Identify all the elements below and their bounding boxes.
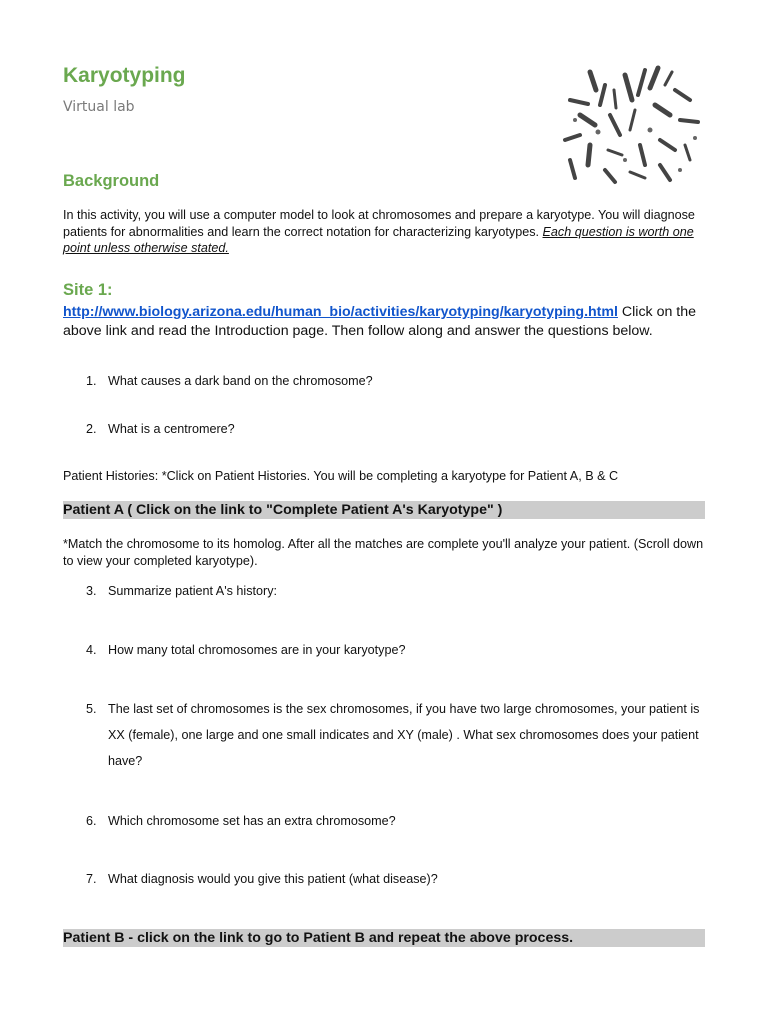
background-emphasis: Each question is worth one point unless otherwise stated. (63, 224, 694, 255)
document-subtitle: Virtual lab (63, 99, 135, 115)
question-6 (86, 808, 701, 834)
patient-a-heading: Patient A ( Click on the link to "Complete Patient A's Karyotype" ) (63, 501, 705, 519)
background-paragraph (63, 207, 713, 257)
site1-link[interactable]: http://www.biology.arizona.edu/human_bio/activities/karyotyping/karyotyping.html (63, 304, 618, 320)
patient-a-note: *Match the chromosome to its homolog. After all the matches are complete you'll analyze your patient. (Scroll down to view your completed karyotype). (63, 537, 704, 568)
question-number: 1. (86, 374, 97, 388)
site1-heading: Site 1: (63, 281, 113, 299)
question-number: 7. (86, 872, 97, 886)
question-2 (86, 416, 701, 442)
question-text: Which chromosome set has an extra chromosome? (108, 814, 396, 828)
question-3 (86, 578, 701, 604)
question-4 (86, 637, 701, 663)
question-text: The last set of chromosomes is the sex chromosomes, if you have two large chromosomes, your patient is XX (female), one large and one small indicates and XY (male) . What sex chromosomes does your patient have? (108, 702, 700, 768)
question-7 (86, 866, 701, 892)
question-number: 3. (86, 584, 97, 598)
patient-b-heading: Patient B - click on the link to go to Patient B and repeat the above process. (63, 929, 705, 947)
question-text: Summarize patient A's history: (108, 584, 277, 598)
question-number: 2. (86, 422, 97, 436)
background-text: In this activity, you will use a computer model to look at chromosomes and prepare a karyotype. You will diagnose patients for abnormalities and learn the correct notation for characterizing karyotypes. (63, 208, 695, 239)
question-number: 4. (86, 643, 97, 657)
site1-instructions: Click on the above link and read the Introduction page. Then follow along and answer the questions below. (63, 304, 697, 339)
patient-histories-instruction: Patient Histories: *Click on Patient Histories. You will be completing a karyotype for Patient A, B & C (63, 469, 619, 483)
question-text: What is a centromere? (108, 422, 235, 436)
question-text: How many total chromosomes are in your karyotype? (108, 643, 406, 657)
question-5 (86, 696, 701, 768)
question-1 (86, 368, 701, 394)
background-heading: Background (63, 172, 160, 190)
chromosome-spread-image (550, 60, 710, 190)
question-text: What diagnosis would you give this patient (what disease)? (108, 872, 438, 886)
question-text: What causes a dark band on the chromosome? (108, 374, 373, 388)
site1-paragraph (63, 303, 713, 340)
question-number: 5. (86, 702, 97, 716)
question-number: 6. (86, 814, 97, 828)
document-title: Karyotyping (63, 64, 186, 87)
